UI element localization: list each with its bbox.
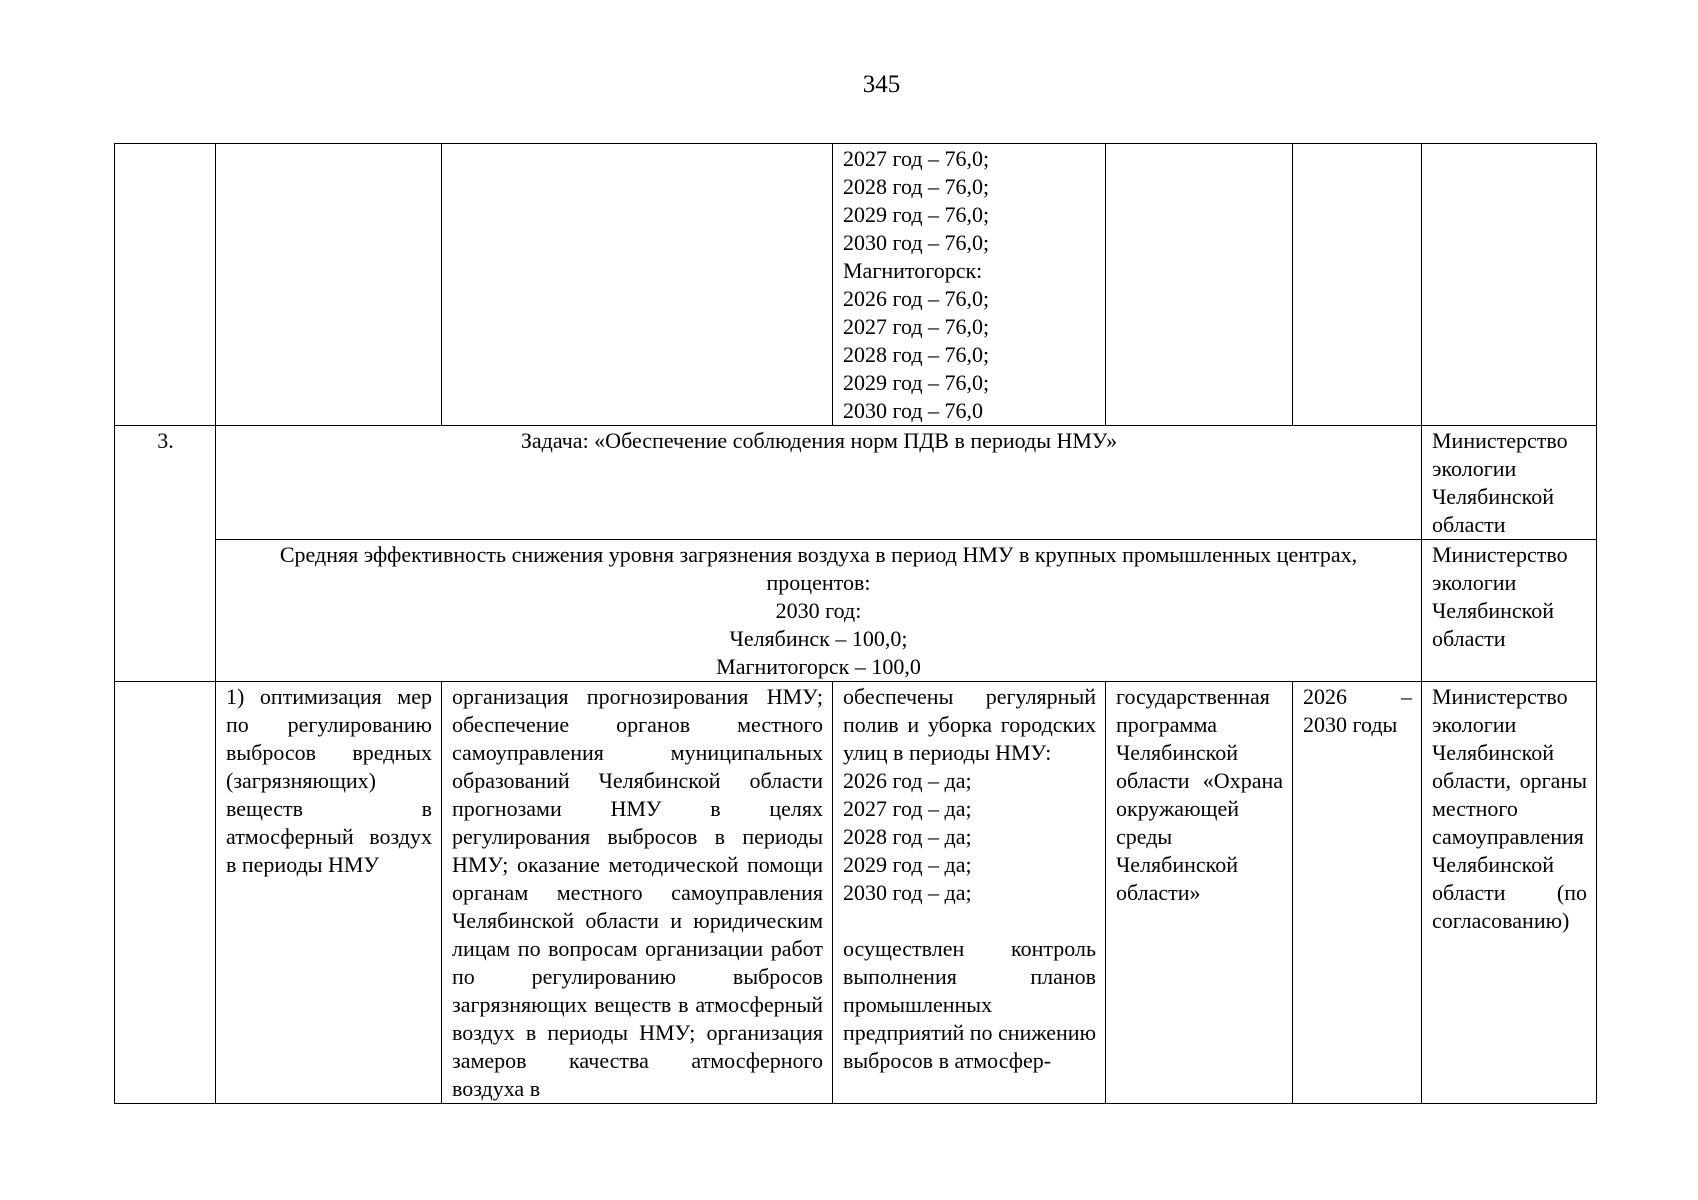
task-responsible: Министерство экологии Челябинской области	[1422, 426, 1597, 540]
cell-number	[115, 144, 216, 426]
table-row	[115, 540, 1597, 682]
cell-measure-name	[216, 144, 442, 426]
result-year: 2028 год – да;	[843, 824, 972, 849]
measure-content: организация прогнозирования НМУ; обеспечение органов местного самоуправления муниципальных образований Челябинской области прогнозами НМУ в целях регулирования выбросов в периоды НМУ; оказание методической помощи органам местного самоуправления Челябинской области и юридическим лицам по вопросам организации работ по регулированию выбросов загрязняющих веществ в атмосферный воздух в периоды НМУ; организация замеров качества атмосферного воздуха в	[442, 682, 833, 1104]
cell-number	[115, 682, 216, 1104]
value-line: 2026 год – 76,0;	[843, 286, 990, 311]
value-line: Магнитогорск:	[843, 258, 983, 283]
result-year: 2027 год – да;	[843, 796, 972, 821]
indicator-line: Средняя эффективность снижения уровня загрязнения воздуха в период НМУ в крупных промышленных центрах, процентов:	[279, 542, 1358, 595]
cell-period	[1293, 144, 1422, 426]
measure-period: 2026 – 2030 годы	[1293, 682, 1422, 1104]
measures-table	[114, 143, 1597, 1104]
result-year: 2030 год – да;	[843, 880, 972, 905]
value-line: 2027 год – 76,0;	[843, 314, 990, 339]
indicator-responsible: Министерство экологии Челябинской области	[1422, 540, 1597, 682]
cell-values	[833, 144, 1106, 426]
page-number: 345	[862, 71, 901, 98]
cell-program	[1106, 144, 1293, 426]
spacer	[843, 907, 1096, 935]
cell-content	[442, 144, 833, 426]
value-line: 2028 год – 76,0;	[843, 342, 990, 367]
result-year: 2029 год – да;	[843, 852, 972, 877]
indicator-line: Магнитогорск – 100,0	[716, 654, 921, 679]
task-title: Задача: «Обеспечение соблюдения норм ПДВ в периоды НМУ»	[216, 426, 1422, 540]
value-line: 2029 год – 76,0;	[843, 370, 990, 395]
value-line: 2027 год – 76,0;	[843, 146, 990, 171]
measure-result	[833, 682, 1106, 1104]
value-line: 2029 год – 76,0;	[843, 202, 990, 227]
result-year: 2026 год – да;	[843, 768, 972, 793]
table-row	[115, 426, 1597, 540]
cell-responsible	[1422, 144, 1597, 426]
value-line: 2030 год – 76,0	[843, 398, 984, 423]
indicator-text	[216, 540, 1422, 682]
measure-program: государственная программа Челябинской области «Охрана окружающей среды Челябинской области»	[1106, 682, 1293, 1104]
table-row	[115, 144, 1597, 426]
result-control: осуществлен контроль выполнения планов промышленных предприятий по снижению выбросов в атмосфер-	[843, 936, 1097, 1073]
task-number: 3.	[115, 426, 216, 682]
measure-name: 1) оптимизация мер по регулированию выбросов вредных (загрязняющих) веществ в атмосферный воздух в периоды НМУ	[216, 682, 442, 1104]
indicator-line: 2030 год:	[775, 598, 862, 623]
value-line: 2030 год – 76,0;	[843, 230, 990, 255]
table-row	[115, 682, 1597, 1104]
value-line: 2028 год – 76,0;	[843, 174, 990, 199]
result-intro: обеспечены регулярный полив и уборка городских улиц в периоды НМУ:	[843, 684, 1096, 765]
indicator-line: Челябинск – 100,0;	[729, 626, 908, 651]
measure-responsible: Министерство экологии Челябинской области, органы местного самоуправления Челябинской области (по согласованию)	[1422, 682, 1597, 1104]
